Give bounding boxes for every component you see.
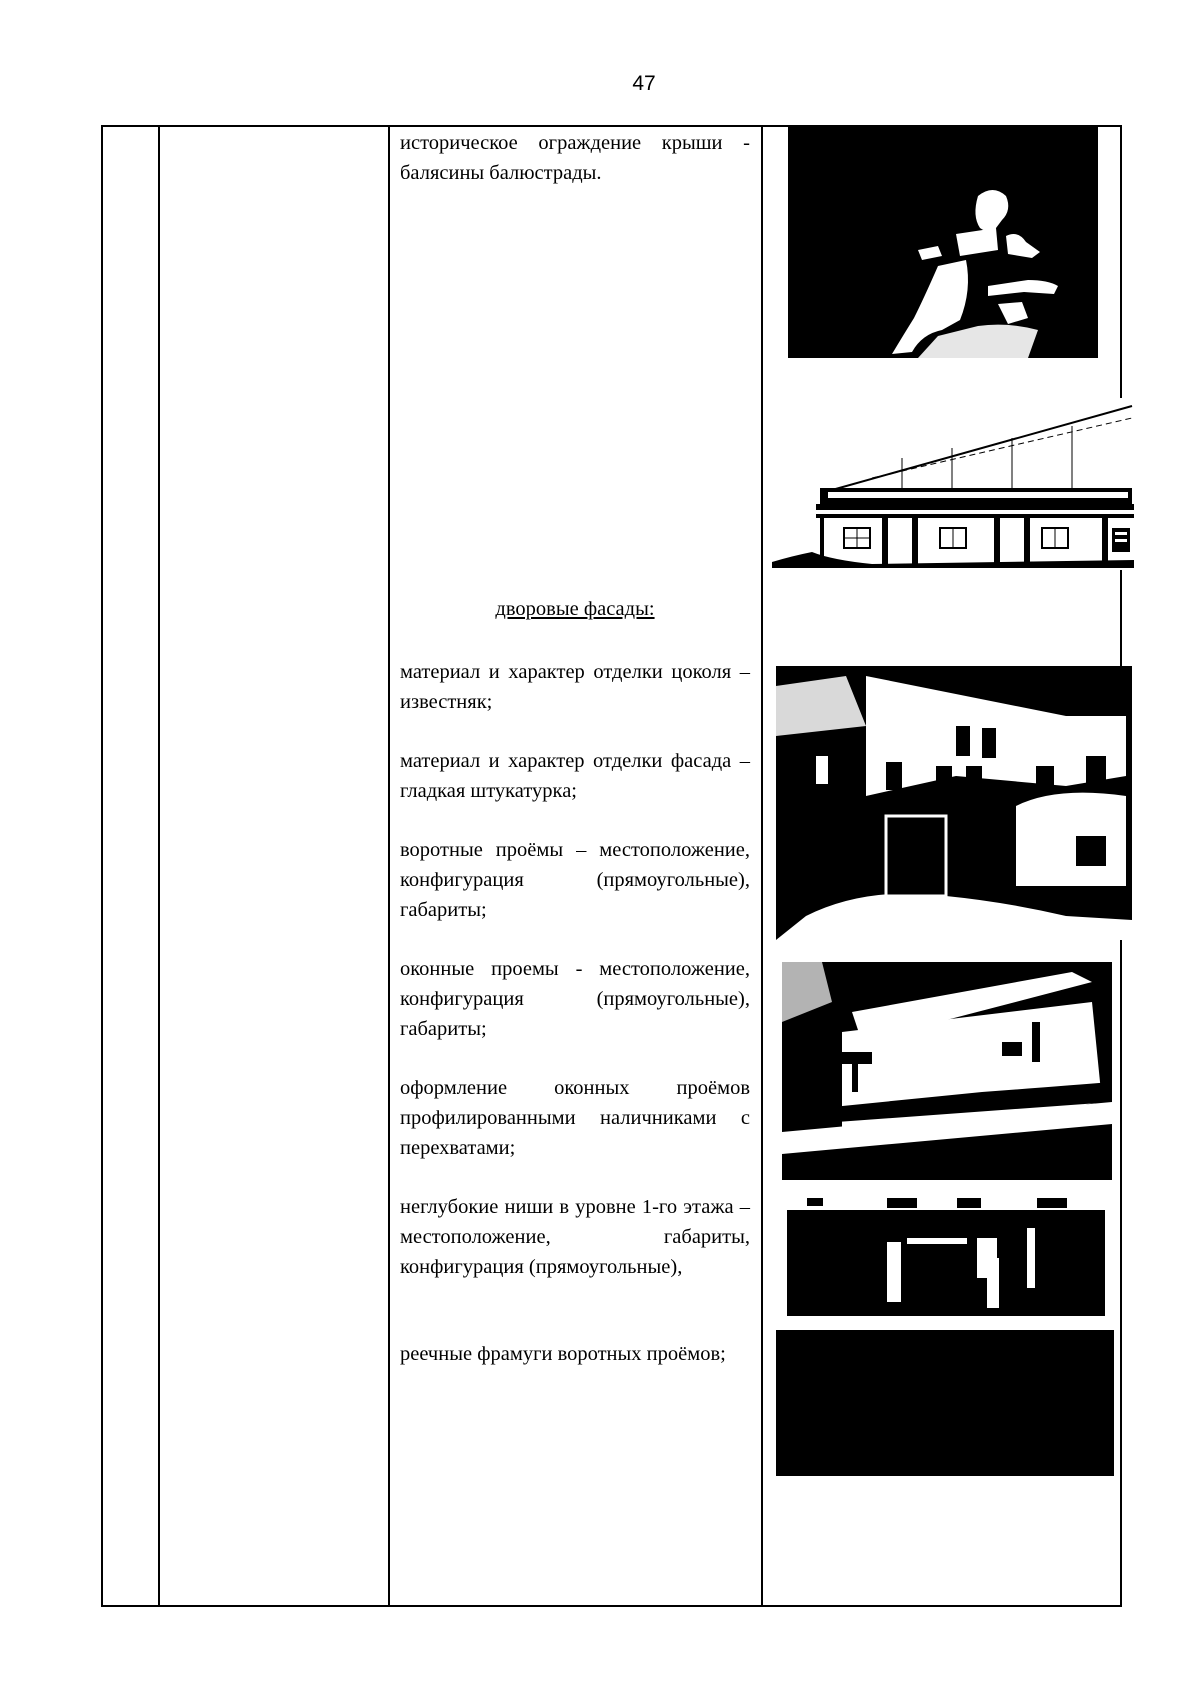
list-item: неглубокие ниши в уровне 1-го этажа – местоположение, габариты, конфигурация (прямоугольные), bbox=[400, 1196, 750, 1278]
list-item: оконные проемы - местоположение, конфигурация (прямоугольные), габариты; bbox=[400, 958, 750, 1040]
list-item: реечные фрамуги воротных проёмов; bbox=[400, 1343, 726, 1365]
page-number: 47 bbox=[632, 72, 656, 95]
table-border-col-2 bbox=[158, 125, 160, 1607]
list-item: материал и характер отделки фасада – гладкая штукатурка; bbox=[400, 750, 750, 802]
courtyard-facades-heading: дворовые фасады: bbox=[495, 598, 655, 620]
photo-first-floor-niches bbox=[787, 1198, 1105, 1316]
list-item: воротные проёмы – местоположение, конфигурация (прямоугольные), габариты; bbox=[400, 839, 750, 921]
photo-gate-transom bbox=[776, 1330, 1114, 1476]
photo-window-architraves bbox=[782, 962, 1112, 1180]
list-item: оформление оконных проёмов профилированными наличниками с перехватами; bbox=[400, 1077, 750, 1159]
list-item: материал и характер отделки цоколя – известняк; bbox=[400, 661, 750, 713]
photo-roof-sculpture bbox=[788, 126, 1098, 358]
table-bottom-border bbox=[101, 1605, 1122, 1607]
roof-balustrade-text: историческое ограждение крыши - балясины балюстрады. bbox=[400, 132, 750, 184]
table-border-col-4 bbox=[761, 125, 763, 1607]
table-border-col-1 bbox=[101, 125, 103, 1607]
photo-facade-drawing bbox=[772, 398, 1134, 570]
table-border-col-3 bbox=[388, 125, 390, 1607]
photo-courtyard bbox=[776, 666, 1132, 940]
